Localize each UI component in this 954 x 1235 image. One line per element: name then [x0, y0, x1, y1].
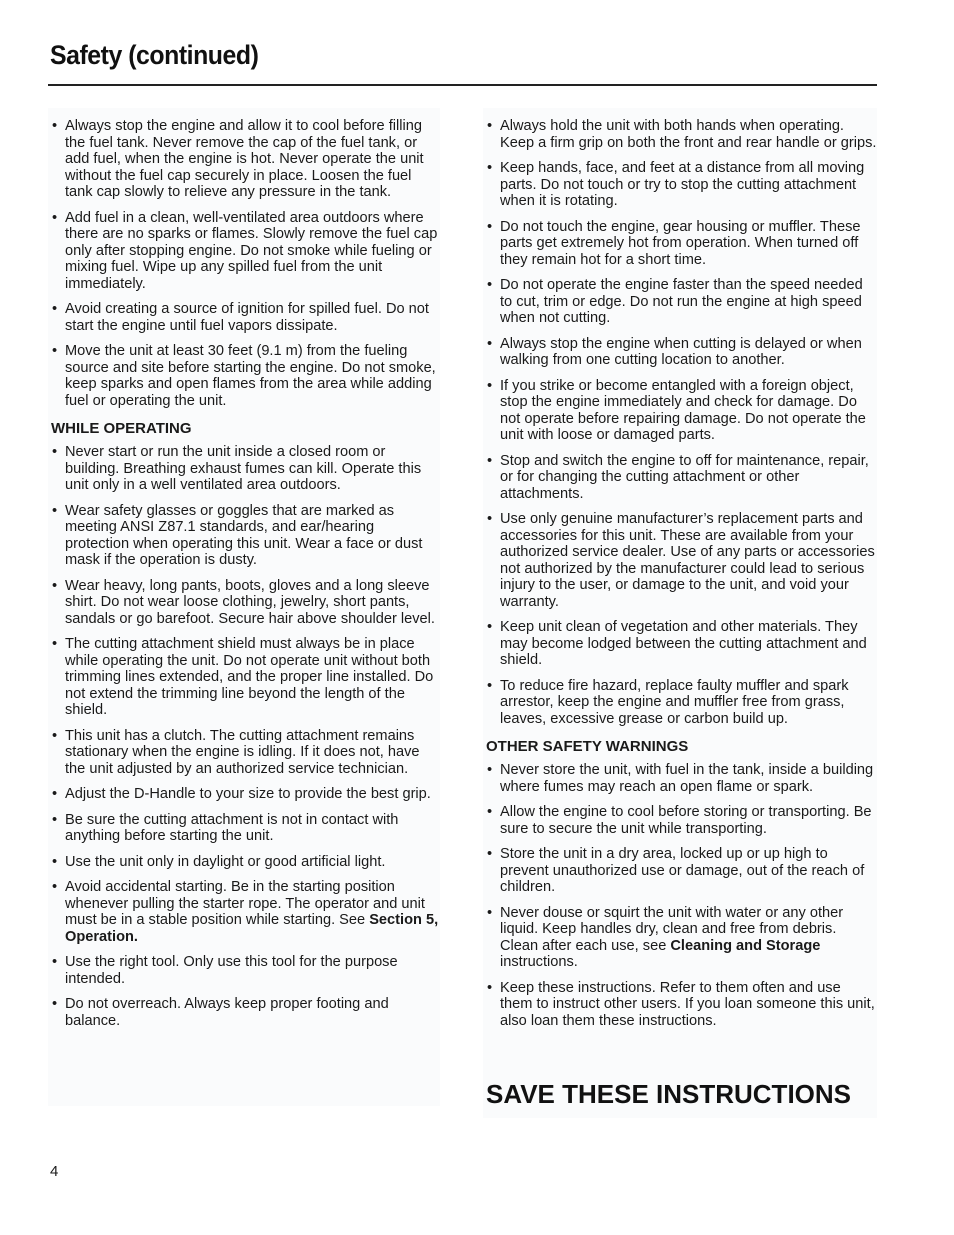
list-item: • Move the unit at least 30 feet (9.1 m) from the fueling source and site before starting the engine. Do not smoke, keep sparks and open flames from the area while adding fuel or operating the unit.: [48, 343, 440, 409]
list-item-text: Avoid accidental starting. Be in the starting position whenever pulling the starter rope. The operator and unit must be in a stable position while starting. See: [65, 879, 425, 928]
list-item: • Never start or run the unit inside a closed room or building. Breathing exhaust fumes can kill. Operate this unit only in a well ventilated area outdoors.: [48, 444, 440, 494]
list-item: • To reduce fire hazard, replace faulty muffler and spark arrestor, keep the engine and muffler free from grass, leaves, excessive grease or carbon build up.: [483, 678, 877, 728]
right-column: [483, 108, 877, 1118]
list-item: • Do not overreach. Always keep proper footing and balance.: [48, 996, 440, 1029]
list-item: • Always hold the unit with both hands when operating. Keep a firm grip on both the front and rear handle or grips.: [483, 118, 877, 151]
page-title: Safety (continued): [50, 40, 259, 70]
operating-safety-list: [48, 444, 440, 1029]
list-item: • Store the unit in a dry area, locked up or up high to prevent unauthorized use or damage, out of the reach of children.: [483, 846, 877, 896]
list-item: • Do not touch the engine, gear housing or muffler. These parts get extremely hot from operation. When turned off they remain hot for a short time.: [483, 219, 877, 269]
list-item: [483, 905, 877, 971]
page-number: 4: [50, 1163, 59, 1180]
list-item: • Add fuel in a clean, well-ventilated area outdoors where there are no sparks or flames. Slowly remove the fuel cap only after stopping engine. Do not smoke while fueling or mixing fuel. Wipe up any spilled fuel from the unit immediately.: [48, 210, 440, 293]
list-item: • Never store the unit, with fuel in the tank, inside a building where fumes may reach an open flame or spark.: [483, 762, 877, 795]
left-column: [48, 108, 440, 1106]
list-item: • Always stop the engine and allow it to cool before filling the fuel tank. Never remove the cap of the fuel tank, or add fuel, when the engine is hot. Never operate the unit without the fuel cap securely in place. Loosen the fuel tank cap slowly to relieve any pressure in the tank.: [48, 118, 440, 201]
list-item: • Use only genuine manufacturer’s replacement parts and accessories for this unit. These are available from your authorized service dealer. Use of any parts or accessories not authorized by the manufacturer could lead to serious injury to the user, or damage to the unit, and void your warranty.: [483, 511, 877, 610]
section-reference: Section 5, Operation.: [65, 912, 439, 945]
list-item-text-tail: instructions.: [500, 954, 578, 970]
list-item: • Do not operate the engine faster than the speed needed to cut, trim or edge. Do not run the engine at high speed when not cutting.: [483, 277, 877, 327]
list-item: • Wear safety glasses or goggles that are marked as meeting ANSI Z87.1 standards, and ear/hearing protection when operating this unit. Wear a face or dust mask if the operation is dusty.: [48, 503, 440, 569]
list-item: • This unit has a clutch. The cutting attachment remains stationary when the engine is idling. If it does not, have the unit adjusted by an authorized service technician.: [48, 728, 440, 778]
list-item: • Wear heavy, long pants, boots, gloves and a long sleeve shirt. Do not wear loose clothing, jewelry, short pants, sandals or go barefoot. Secure hair above shoulder level.: [48, 578, 440, 628]
list-item: • Stop and switch the engine to off for maintenance, repair, or for changing the cutting attachment or other attachments.: [483, 453, 877, 503]
other-safety-warnings-heading: OTHER SAFETY WARNINGS: [486, 738, 689, 755]
title-divider: [48, 84, 877, 86]
list-item: • Always stop the engine when cutting is delayed or when walking from one cutting location to another.: [483, 336, 877, 369]
list-item: • Keep unit clean of vegetation and other materials. They may become lodged between the cutting attachment and shield.: [483, 619, 877, 669]
list-item-text: Never douse or squirt the unit with water or any other liquid. Keep handles dry, clean and free from debris. Clean after each use, see: [500, 904, 844, 954]
operating-safety-list-continued: [483, 108, 877, 727]
list-item: • Allow the engine to cool before storing or transporting. Be sure to secure the unit while transporting.: [483, 804, 877, 837]
section-reference: Cleaning and Storage: [670, 937, 821, 954]
list-item: [48, 879, 440, 945]
list-item: • Keep hands, face, and feet at a distance from all moving parts. Do not touch or try to stop the cutting attachment when it is rotating.: [483, 160, 877, 210]
fueling-safety-list: [48, 108, 440, 409]
list-item: • Adjust the D-Handle to your size to provide the best grip.: [48, 786, 440, 803]
save-instructions-heading: SAVE THESE INSTRUCTIONS: [486, 1079, 852, 1109]
list-item: • Be sure the cutting attachment is not in contact with anything before starting the unit.: [48, 812, 440, 845]
list-item: • Keep these instructions. Refer to them often and use them to instruct other users. If you loan someone this unit, also loan them these instructions.: [483, 980, 877, 1030]
list-item: • The cutting attachment shield must always be in place while operating the unit. Do not operate unit without both trimming lines extended, and the proper line installed. Do not extend the trimming line beyond the length of the shield.: [48, 636, 440, 719]
list-item: • Avoid creating a source of ignition for spilled fuel. Do not start the engine until fuel vapors dissipate.: [48, 301, 440, 334]
while-operating-heading: WHILE OPERATING: [51, 420, 192, 437]
list-item: • Use the right tool. Only use this tool for the purpose intended.: [48, 954, 440, 987]
list-item: • If you strike or become entangled with a foreign object, stop the engine immediately and check for damage. Do not operate before repairing damage. Do not operate the unit with loose or damaged parts.: [483, 378, 877, 444]
list-item: • Use the unit only in daylight or good artificial light.: [48, 854, 440, 871]
other-safety-list: [483, 762, 877, 1029]
